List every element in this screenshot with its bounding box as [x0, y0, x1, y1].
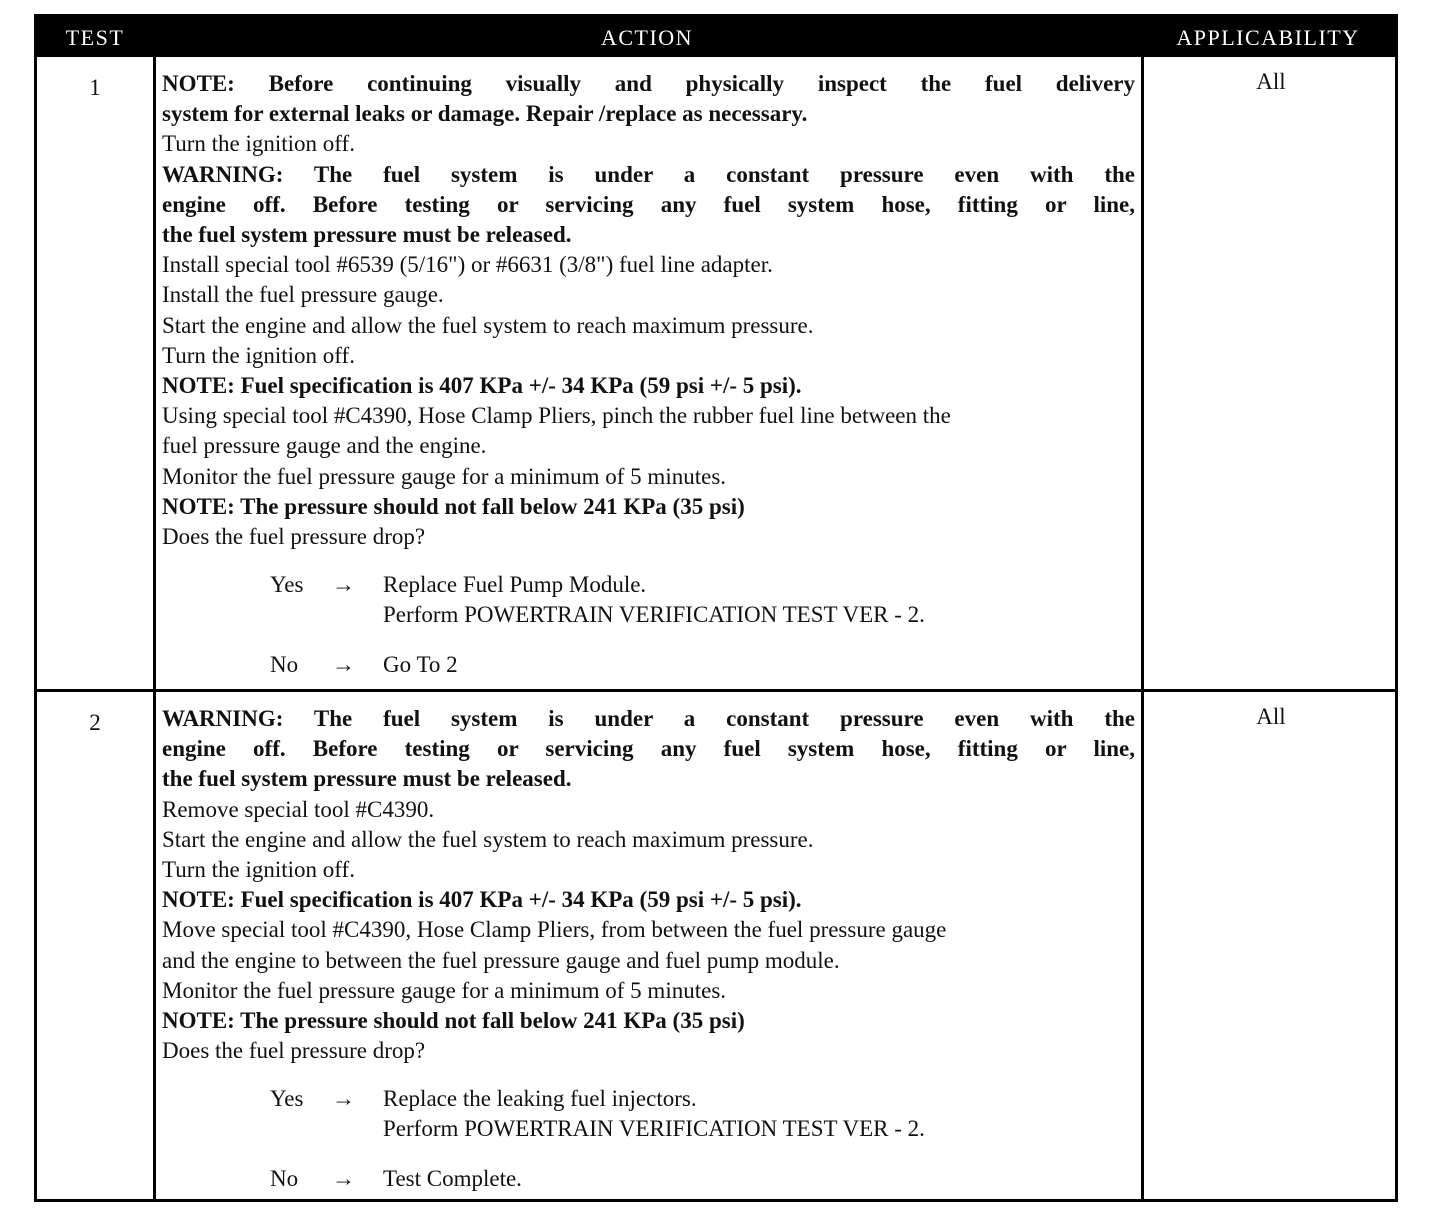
no-label: No — [270, 652, 299, 678]
header-test: TEST — [65, 25, 125, 50]
warning-line: the fuel system pressure must be released. — [162, 766, 572, 792]
step-line: Start the engine and allow the fuel system to reach maximum pressure. — [162, 312, 814, 338]
no-action: Go To 2 — [383, 652, 458, 678]
step-line: Using special tool #C4390, Hose Clamp Pliers, pinch the rubber fuel line between the — [162, 403, 951, 429]
step-line: Turn the ignition off. — [162, 857, 355, 883]
step-line: Install special tool #6539 (5/16") or #6631 (3/8") fuel line adapter. — [162, 252, 773, 278]
note-line: NOTE: Before continuing visually and physically inspect the fuel delivery — [162, 71, 1135, 96]
step-line: Monitor the fuel pressure gauge for a minimum of 5 minutes. — [162, 463, 727, 489]
note-line: NOTE: Fuel specification is 407 KPa +/- 34 KPa (59 psi +/- 5 psi). — [162, 887, 802, 913]
warning-line: the fuel system pressure must be released. — [162, 222, 572, 248]
warning-line: engine off. Before testing or servicing any fuel system hose, fitting or line, — [162, 191, 1135, 217]
action-cell — [162, 69, 1135, 680]
step-line: Move special tool #C4390, Hose Clamp Pliers, from between the fuel pressure gauge — [162, 917, 947, 943]
header-action: ACTION — [600, 25, 694, 50]
test-number: 1 — [89, 75, 101, 100]
applicability-cell: All — [1256, 704, 1286, 729]
step-line: Turn the ignition off. — [162, 342, 355, 368]
header-applicability: APPLICABILITY — [1176, 25, 1360, 50]
warning-line: WARNING: The fuel system is under a constant pressure even with the — [162, 706, 1135, 731]
question-line: Does the fuel pressure drop? — [162, 524, 426, 550]
warning-line: WARNING: The fuel system is under a constant pressure even with the — [162, 161, 1135, 187]
step-line: fuel pressure gauge and the engine. — [162, 433, 487, 459]
no-label: No — [270, 1166, 299, 1192]
no-result — [162, 1164, 1135, 1194]
step-line: Turn the ignition off. — [162, 131, 355, 157]
note-line: system for external leaks or damage. Repair /replace as necessary. — [162, 101, 808, 127]
note-line: NOTE: Fuel specification is 407 KPa +/- 34 KPa (59 psi +/- 5 psi). — [162, 373, 802, 399]
no-result — [162, 650, 1135, 680]
arrow-right-icon: → — [332, 1166, 355, 1192]
question-line: Does the fuel pressure drop? — [162, 1038, 426, 1064]
step-line: Start the engine and allow the fuel system to reach maximum pressure. — [162, 826, 814, 852]
table-header — [37, 17, 1395, 57]
arrow-right-icon: → — [332, 652, 355, 678]
table-row — [37, 692, 1395, 1202]
yes-result-continued — [162, 1114, 1135, 1144]
yes-action: Replace Fuel Pump Module. — [383, 572, 647, 598]
step-line: Monitor the fuel pressure gauge for a minimum of 5 minutes. — [162, 977, 727, 1003]
yes-action: Replace the leaking fuel injectors. — [383, 1086, 697, 1112]
yes-action-verify: Perform POWERTRAIN VERIFICATION TEST VER - 2. — [383, 1116, 925, 1142]
note-line: NOTE: The pressure should not fall below 241 KPa (35 psi) — [162, 493, 745, 519]
note-line: NOTE: The pressure should not fall below 241 KPa (35 psi) — [162, 1008, 745, 1034]
step-line: Remove special tool #C4390. — [162, 796, 435, 822]
table-row — [37, 57, 1395, 689]
yes-label: Yes — [270, 1086, 304, 1112]
result-block — [162, 1084, 1135, 1194]
yes-result — [162, 1084, 1135, 1114]
warning-line: engine off. Before testing or servicing any fuel system hose, fitting or line, — [162, 736, 1135, 762]
arrow-right-icon: → — [332, 1086, 355, 1112]
yes-result-continued — [162, 600, 1135, 630]
action-cell — [162, 704, 1135, 1194]
result-block — [162, 570, 1135, 680]
arrow-right-icon: → — [332, 572, 355, 598]
no-action: Test Complete. — [383, 1166, 522, 1192]
yes-result — [162, 570, 1135, 600]
applicability-cell: All — [1256, 69, 1286, 94]
step-line: and the engine to between the fuel pressure gauge and fuel pump module. — [162, 947, 840, 973]
step-line: Install the fuel pressure gauge. — [162, 282, 444, 308]
yes-action-verify: Perform POWERTRAIN VERIFICATION TEST VER - 2. — [383, 602, 925, 628]
test-number: 2 — [89, 710, 101, 735]
diagnostic-test-table — [34, 14, 1398, 1202]
yes-label: Yes — [270, 572, 304, 598]
